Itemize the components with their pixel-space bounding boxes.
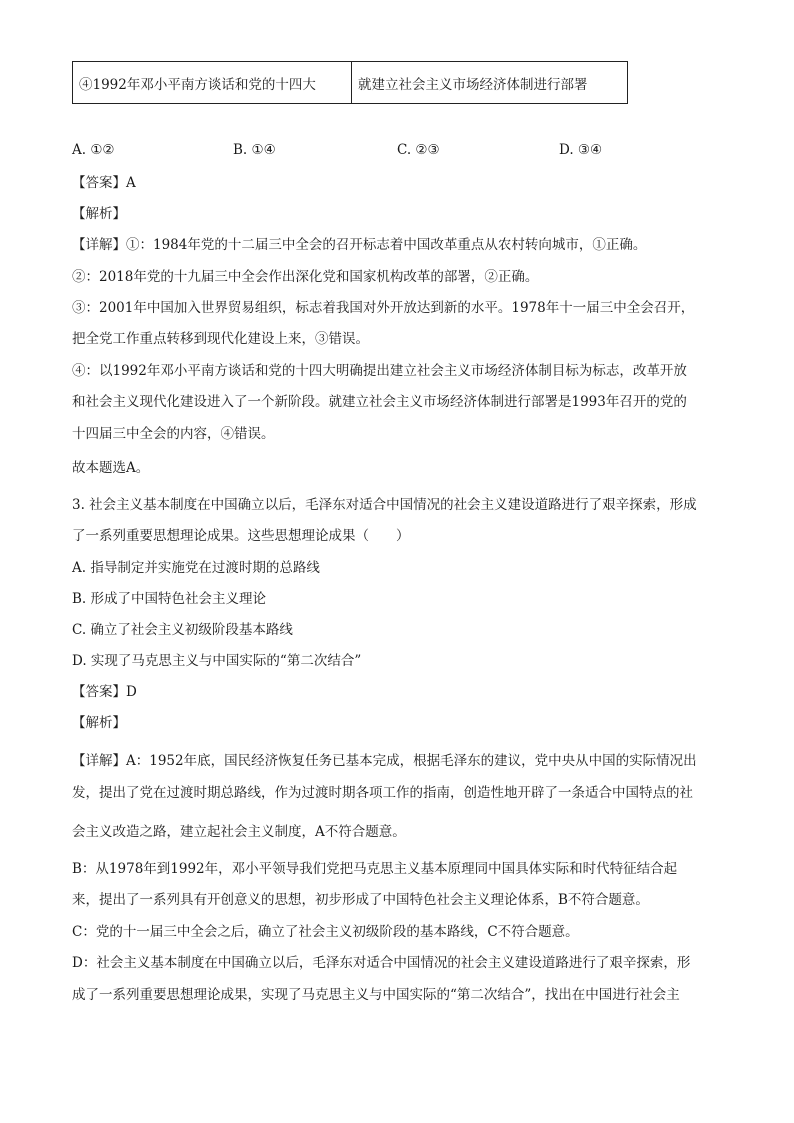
q2-detail-line: 和社会主义现代化建设进入了一个新阶段。就建立社会主义市场经济体制进行部署是1993年召开的党的 — [72, 394, 687, 410]
table-cell-content: 就建立社会主义市场经济体制进行部署 — [352, 62, 628, 104]
choice-d: D. ③④ — [559, 142, 603, 158]
q3-stem-line: 3. 社会主义基本制度在中国确立以后，毛泽东对适合中国情况的社会主义建设道路进行了艰辛探索，形成 — [72, 497, 697, 513]
q3-stem-line: 了一系列重要思想理论成果。这些思想理论成果（ ） — [72, 528, 410, 544]
table-cell-event: ④1992年邓小平南方谈话和党的十四大 — [73, 62, 352, 104]
q3-detail-line: B：从1978年到1992年，邓小平领导我们党把马克思主义基本原理同中国具体实际和时代特征结合起 — [72, 861, 678, 877]
q2-detail-line: ③：2001年中国加入世界贸易组织，标志着我国对外开放达到新的水平。1978年十一届三中全会召开， — [72, 300, 695, 316]
q3-detail-line: 来，提出了一系列具有开创意义的思想，初步形成了中国特色社会主义理论体系，B不符合题意。 — [72, 892, 649, 908]
q3-analysis-heading: 【解析】 — [72, 715, 126, 731]
event-content-table — [72, 61, 628, 104]
q3-detail-line: 会主义改造之路，建立起社会主义制度，A不符合题意。 — [72, 824, 406, 840]
q3-detail-line: D：社会主义基本制度在中国确立以后，毛泽东对适合中国情况的社会主义建设道路进行了艰辛探索，形 — [72, 955, 691, 971]
q2-detail-line: 十四届三中全会的内容，④错误。 — [72, 426, 275, 442]
q3-option-c: C. 确立了社会主义初级阶段基本路线 — [72, 622, 293, 638]
q2-detail-line: 【详解】①：1984年党的十二届三中全会的召开标志着中国改革重点从农村转向城市，①正确。 — [72, 237, 647, 253]
q2-detail-line: ②：2018年党的十九届三中全会作出深化党和国家机构改革的部署，②正确。 — [72, 269, 539, 285]
choice-b: B. ①④ — [233, 142, 276, 158]
q3-detail-line: 发，提出了党在过渡时期总路线，作为过渡时期各项工作的指南，创造性地开辟了一条适合中国特点的社 — [72, 785, 693, 801]
q3-detail-line: 成了一系列重要思想理论成果，实现了马克思主义与中国实际的“第二次结合”，找出在中国进行社会主 — [72, 987, 680, 1003]
q3-detail-line: C：党的十一届三中全会之后，确立了社会主义初级阶段的基本路线，C不符合题意。 — [72, 924, 579, 940]
q3-option-a: A. 指导制定并实施党在过渡时期的总路线 — [72, 560, 320, 576]
q3-detail-line: 【详解】A：1952年底，国民经济恢复任务已基本完成，根据毛泽东的建议，党中央从中国的实际情况出 — [72, 753, 697, 769]
q2-analysis-heading: 【解析】 — [72, 206, 126, 222]
q3-option-b: B. 形成了中国特色社会主义理论 — [72, 591, 267, 607]
q2-answer: 【答案】A — [72, 175, 136, 191]
q2-conclusion: 故本题选A。 — [72, 460, 150, 476]
q2-detail-line: 把全党工作重点转移到现代化建设上来，③错误。 — [72, 331, 369, 347]
choice-c: C. ②③ — [397, 142, 440, 158]
choice-a: A. ①② — [72, 142, 115, 158]
table-row — [73, 62, 628, 104]
q3-answer: 【答案】D — [72, 684, 137, 700]
q3-option-d: D. 实现了马克思主义与中国实际的“第二次结合” — [72, 653, 362, 669]
q2-choices — [72, 142, 632, 160]
q2-detail-line: ④：以1992年邓小平南方谈话和党的十四大明确提出建立社会主义市场经济体制目标为标志，改革开放 — [72, 363, 687, 379]
